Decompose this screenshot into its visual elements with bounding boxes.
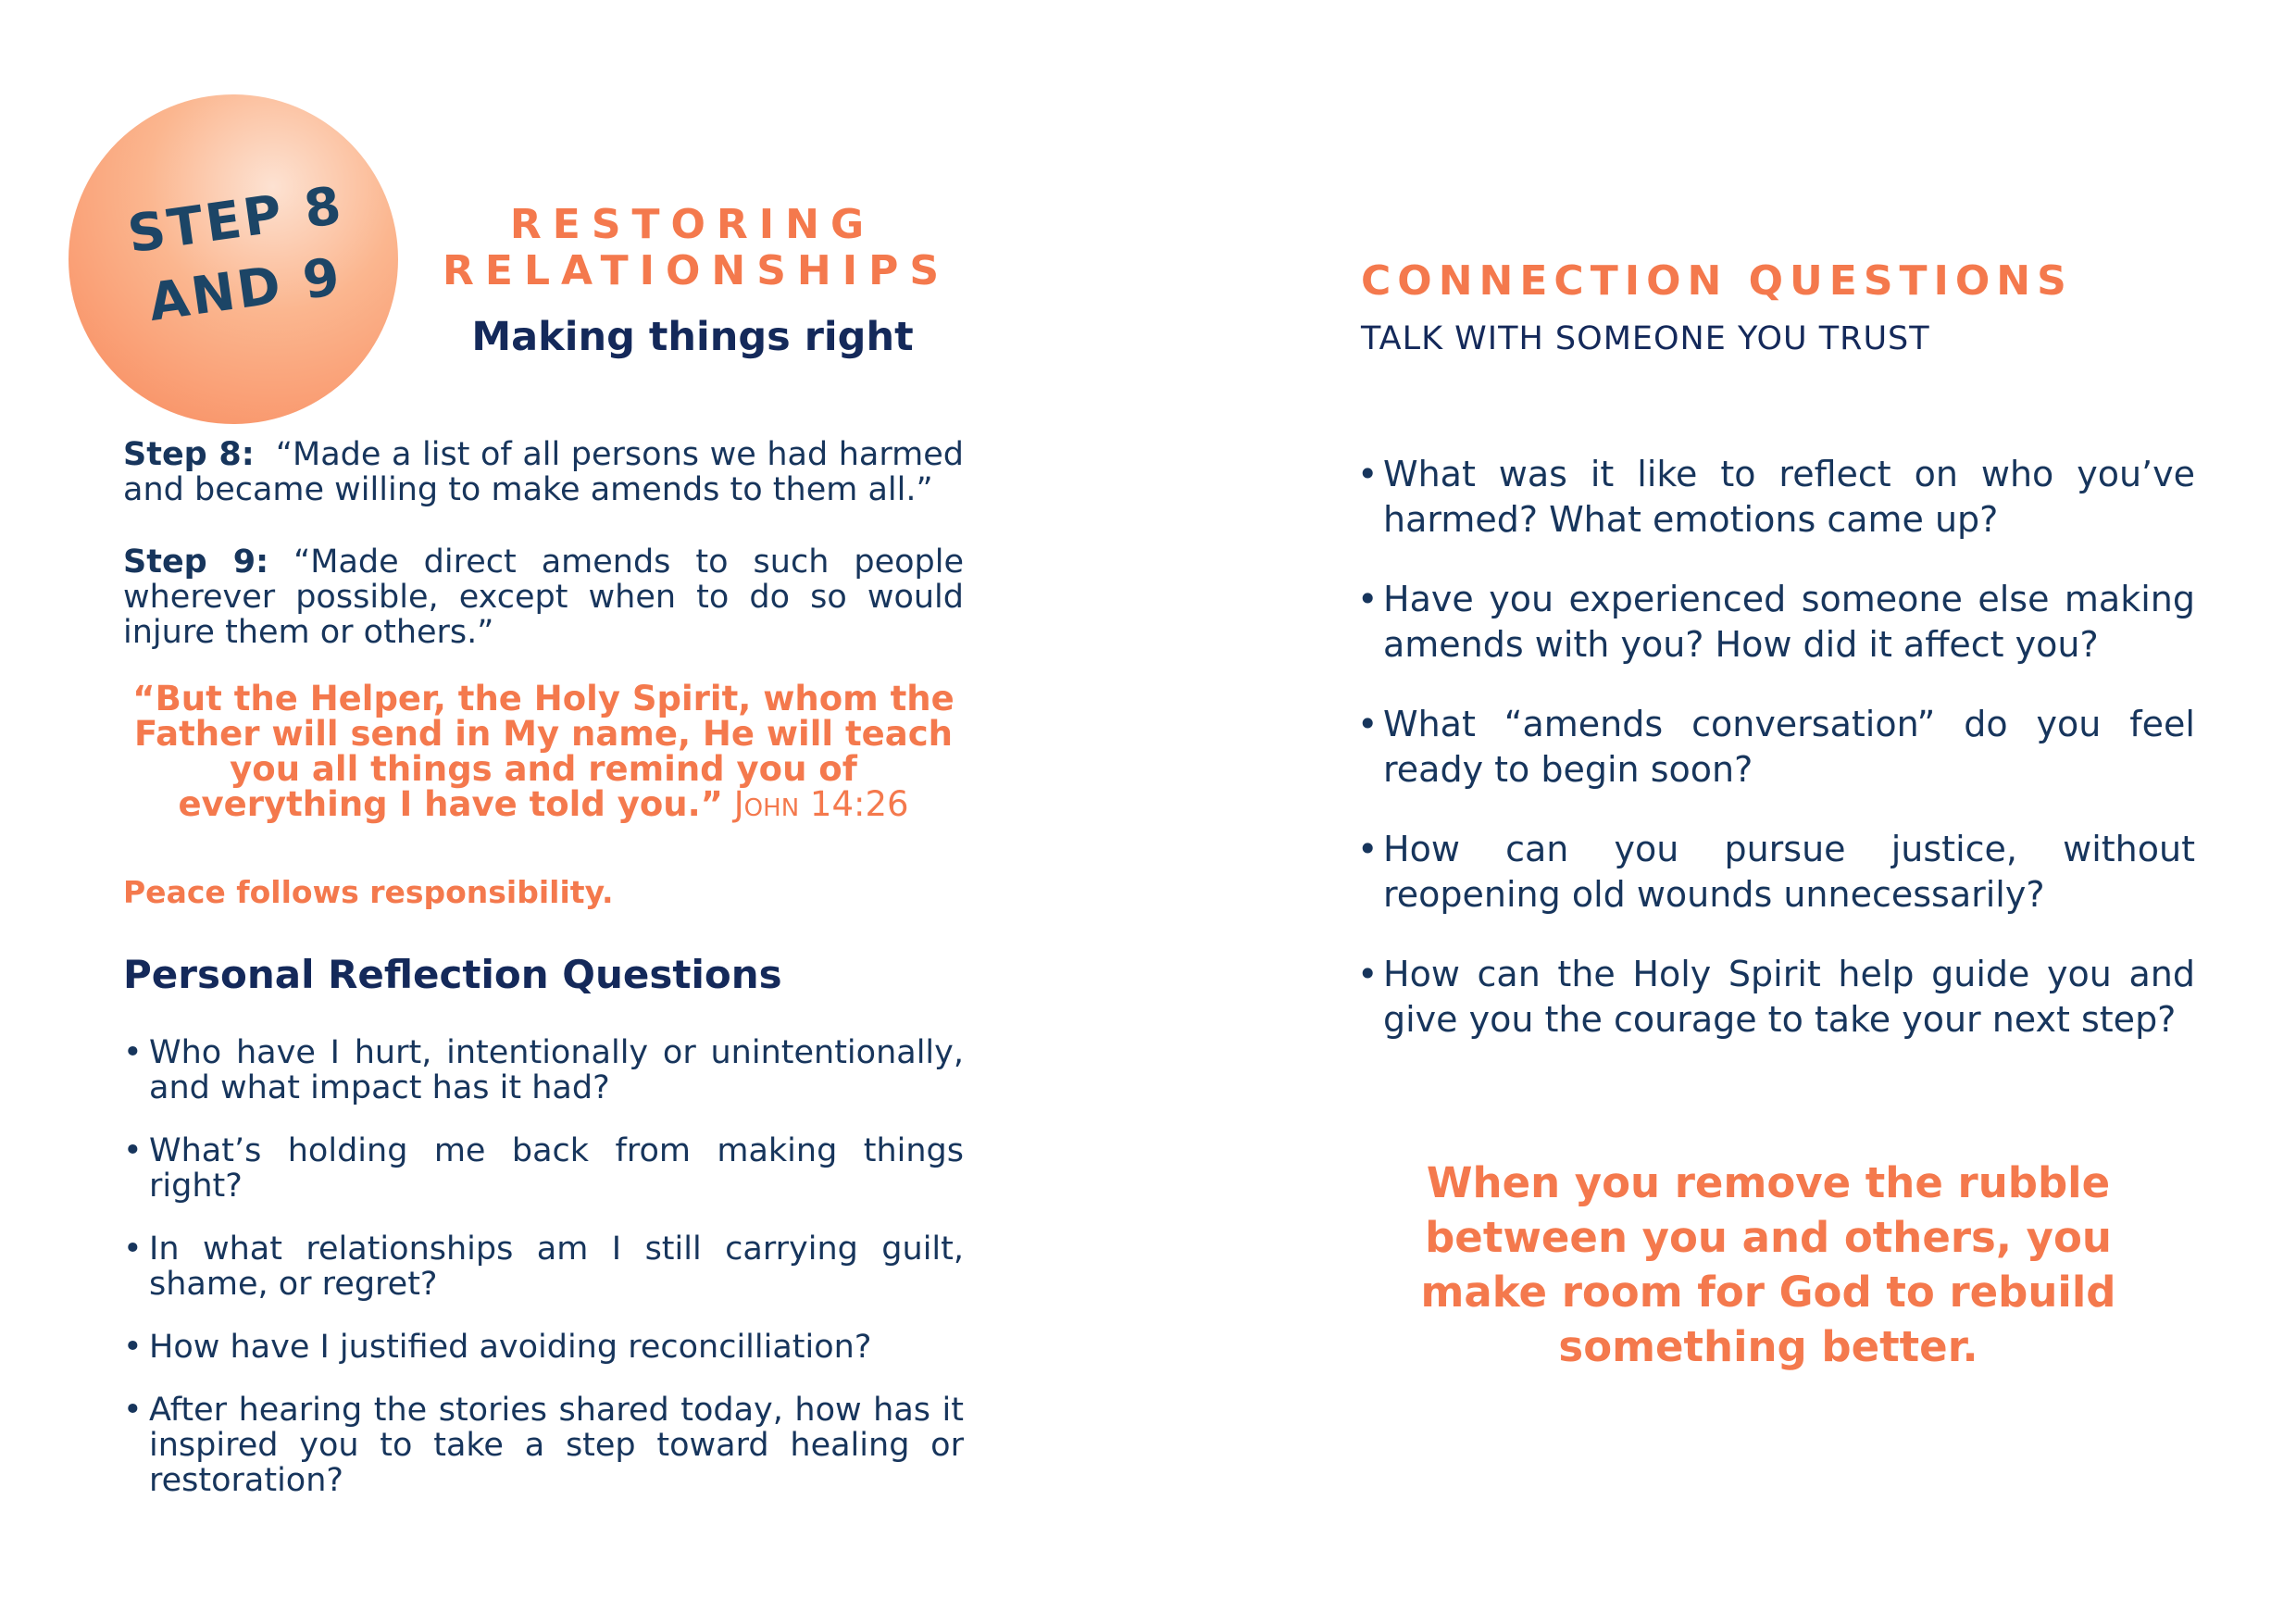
question-text: What’s holding me back from making things right?: [149, 1132, 964, 1205]
bullet-icon: •: [1357, 579, 1379, 619]
bullet-icon: •: [1357, 704, 1379, 744]
question-text: How have I justified avoiding reconcilliation?: [149, 1329, 872, 1366]
page-title-line1: RESTORING: [509, 201, 876, 248]
list-item: [1357, 702, 2195, 793]
connection-questions-list: [1357, 452, 2195, 1077]
tagline: Peace follows responsibility.: [123, 874, 614, 910]
step8-label: Step 8:: [123, 436, 255, 473]
list-item: [123, 1393, 964, 1498]
page-subtitle: Making things right: [471, 314, 914, 360]
bullet-icon: •: [123, 1392, 143, 1429]
list-item: [123, 1330, 964, 1365]
bullet-icon: •: [123, 1329, 143, 1366]
connection-questions-title: CONNECTION QUESTIONS: [1361, 257, 2073, 305]
personal-reflection-title: Personal Reflection Questions: [123, 952, 782, 997]
question-text: How can you pursue justice, without reopening old wounds unnecessarily?: [1383, 829, 2195, 915]
question-text: How can the Holy Spirit help guide you and give you the courage to take your next step?: [1383, 954, 2195, 1040]
verse-quote: “But the Helper, the Holy Spirit, whom the Father will send in My name, He will teach you all things and remind you of everything I have told you.”: [132, 679, 955, 824]
list-item: [1357, 952, 2195, 1043]
question-text: After hearing the stories shared today, how has it inspired you to take a step toward healing or restoration?: [149, 1392, 964, 1499]
step-badge-line1: STEP 8: [124, 175, 348, 266]
step9-text: “Made direct amends to such people wherever possible, except when to do so would injure them or others.”: [123, 543, 965, 651]
list-item: [1357, 452, 2195, 543]
question-text: What “amends conversation” do you feel ready to begin soon?: [1383, 704, 2195, 790]
list-item: [1357, 827, 2195, 918]
question-text: Who have I hurt, intentionally or unintentionally, and what impact has it had?: [149, 1034, 964, 1106]
personal-reflection-list: [123, 1035, 964, 1526]
closing-statement: When you remove the rubble between you and others, you make room for God to rebuild something better.: [1420, 1158, 2116, 1371]
step9-block: [123, 544, 964, 650]
question-text: What was it like to reflect on who you’ve harmed? What emotions came up?: [1383, 454, 2195, 540]
step-badge-label: [112, 169, 370, 343]
list-item: [123, 1133, 964, 1204]
step8-paragraph: [123, 437, 964, 507]
list-item: [1357, 577, 2195, 668]
bullet-icon: •: [123, 1034, 143, 1071]
bullet-icon: •: [123, 1230, 143, 1268]
step-badge-line2: AND 9: [144, 246, 346, 333]
page-title-line2: RELATIONSHIPS: [443, 247, 951, 294]
question-text: Have you experienced someone else making amends with you? How did it affect you?: [1383, 579, 2195, 665]
step8-block: [123, 437, 964, 507]
step-badge: [69, 94, 398, 424]
list-item: [123, 1231, 964, 1302]
verse-reference: John 14:26: [733, 784, 909, 824]
question-text: In what relationships am I still carrying guilt, shame, or regret?: [149, 1230, 964, 1303]
scripture-verse: [123, 681, 964, 822]
step8-text: “Made a list of all persons we had harmed and became willing to make amends to them all.”: [123, 436, 964, 508]
bullet-icon: •: [1357, 829, 1379, 869]
step9-label: Step 9:: [123, 543, 269, 581]
step9-paragraph: [123, 544, 964, 650]
bullet-icon: •: [1357, 954, 1379, 994]
bullet-icon: •: [1357, 454, 1379, 494]
list-item: [123, 1035, 964, 1106]
bullet-icon: •: [123, 1132, 143, 1169]
connection-questions-subtitle: TALK WITH SOMEONE YOU TRUST: [1361, 320, 1930, 357]
page-title: [443, 201, 951, 294]
